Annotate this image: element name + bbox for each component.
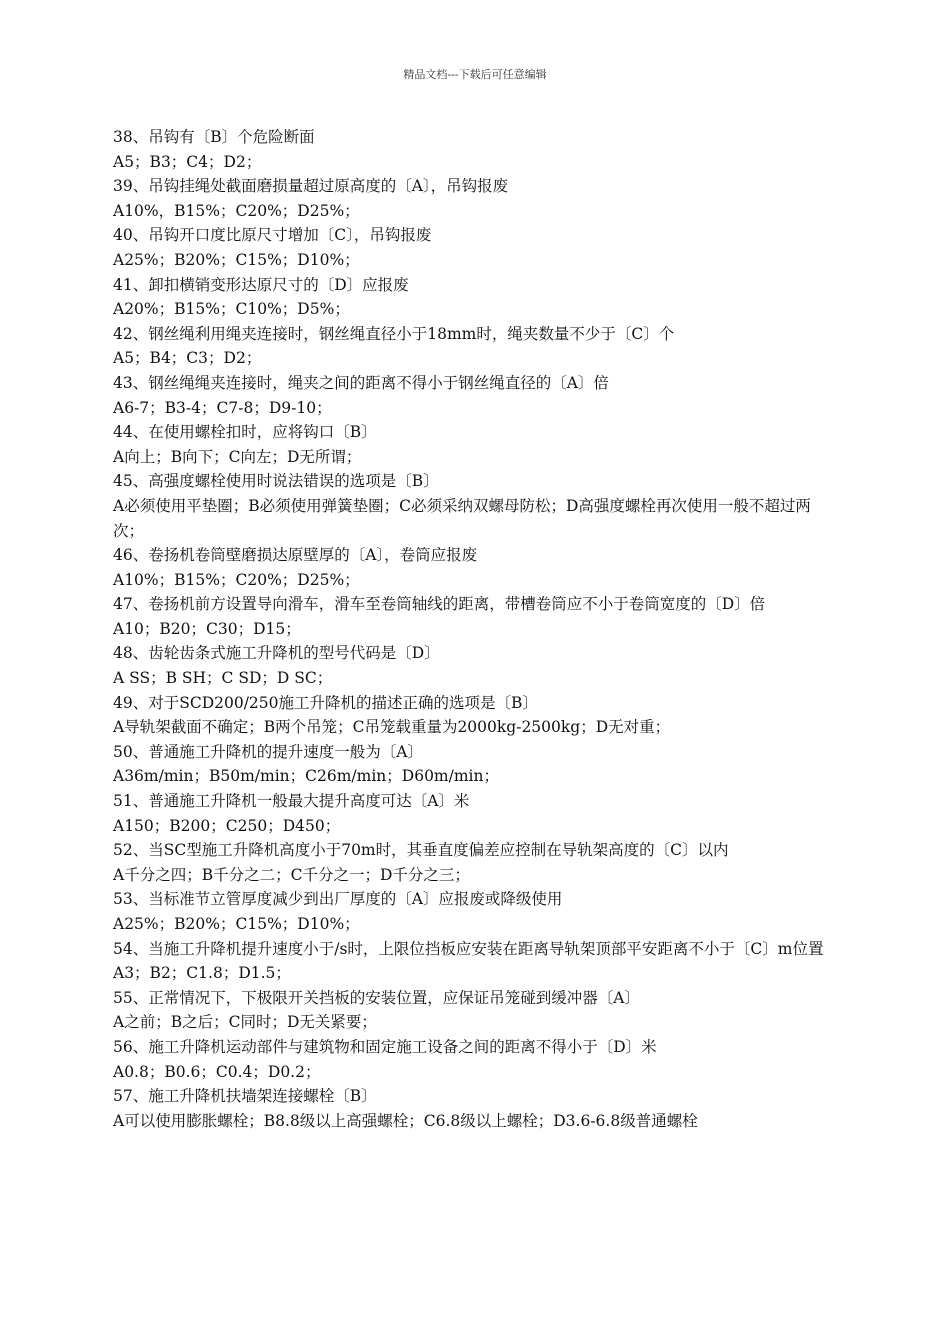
question-line: 41、卸扣横销变形达原尺寸的〔D〕应报废	[113, 275, 409, 294]
answer-line: A0.8；B0.6；C0.4；D0.2；	[113, 1062, 321, 1081]
answer-line: A10；B20；C30；D15；	[113, 619, 301, 638]
answer-line: A可以使用膨胀螺栓；B8.8级以上高强螺栓；C6.8级以上螺栓；D3.6-6.8级普通螺栓	[113, 1111, 698, 1130]
question-line: 53、当标准节立管厚度减少到出厂厚度的〔A〕应报废或降级使用	[113, 890, 563, 909]
question-line: 55、正常情况下，下极限开关挡板的安装位置，应保证吊笼碰到缓冲器〔A〕	[113, 988, 640, 1007]
answer-line: A5；B4；C3；D2；	[113, 349, 262, 368]
question-line: 40、吊钩开口度比原尺寸增加〔C〕，吊钩报废	[113, 226, 432, 245]
question-line: 38、吊钩有〔B〕个危险断面	[113, 128, 315, 146]
answer-line: A导轨架截面不确定；B两个吊笼；C吊笼载重量为2000kg-2500kg；D无对重；	[113, 718, 671, 737]
question-line: 43、钢丝绳绳夹连接时，绳夹之间的距离不得小于钢丝绳直径的〔A〕倍	[113, 373, 609, 392]
question-line: 44、在使用螺栓扣时，应将钩口〔B〕	[113, 423, 377, 442]
answer-line: A之前；B之后；C同时；D无关紧要；	[113, 1013, 377, 1032]
question-line: 47、卷扬机前方设置导向滑车，滑车至卷筒轴线的距离，带槽卷筒应不小于卷筒宽度的〔D〕倍	[113, 595, 766, 614]
question-list	[113, 125, 840, 1133]
question-line: 48、齿轮齿条式施工升降机的型号代码是〔D〕	[113, 644, 440, 663]
answer-line: A千分之四；B千分之二；C千分之一；D千分之三；	[113, 865, 470, 884]
answer-line: A向上；B向下；C向左；D无所谓；	[113, 447, 362, 466]
question-line: 49、对于SCD200/250施工升降机的描述正确的选项是〔B〕	[113, 693, 538, 712]
question-line: 46、卷扬机卷筒壁磨损达原壁厚的〔A〕，卷筒应报废	[113, 546, 478, 565]
answer-line: A3；B2；C1.8；D1.5；	[113, 964, 291, 983]
answer-line: A5；B3；C4；D2；	[113, 152, 262, 171]
question-line: 39、吊钩挂绳处截面磨损量超过原高度的〔A〕，吊钩报废	[113, 177, 509, 196]
answer-line: A36m/min；B50m/min；C26m/min；D60m/min；	[113, 767, 499, 786]
answer-line: A10%；B15%；C20%；D25%；	[113, 570, 360, 589]
question-line: 50、普通施工升降机的提升速度一般为〔A〕	[113, 742, 423, 761]
answer-line: A SS；B SH；C SD；D SC；	[113, 669, 333, 688]
question-line: 56、施工升降机运动部件与建筑物和固定施工设备之间的距离不得小于〔D〕米	[113, 1037, 657, 1056]
page-header: 精品文档---下载后可任意编辑	[403, 68, 547, 81]
answer-line: A必须使用平垫圈；B必须使用弹簧垫圈；C必须采纳双螺母防松；D高强度螺栓再次使用一般不超过两次；	[113, 496, 811, 540]
answer-line: A20%；B15%；C10%；D5%；	[113, 300, 350, 319]
answer-line: A25%；B20%；C15%；D10%；	[113, 250, 360, 269]
question-line: 57、施工升降机扶墙架连接螺栓〔B〕	[113, 1087, 377, 1106]
question-line: 52、当SC型施工升降机高度小于70m时，其垂直度偏差应控制在导轨架高度的〔C〕以内	[113, 841, 729, 860]
answer-line: A150；B200；C250；D450；	[113, 816, 341, 835]
question-line: 51、普通施工升降机一般最大提升高度可达〔A〕米	[113, 792, 470, 811]
question-line: 45、高强度螺栓使用时说法错误的选项是〔B〕	[113, 472, 439, 491]
question-line: 54、当施工升降机提升速度小于/s时，上限位挡板应安装在距离导轨架顶部平安距离不小于〔C〕m位置	[113, 939, 824, 958]
answer-line: A10%，B15%；C20%；D25%；	[113, 201, 360, 220]
answer-line: A6-7；B3-4；C7-8；D9-10；	[113, 398, 332, 417]
answer-line: A25%；B20%；C15%；D10%；	[113, 915, 360, 933]
question-line: 42、钢丝绳利用绳夹连接时，钢丝绳直径小于18mm时，绳夹数量不少于〔C〕个	[113, 324, 675, 343]
